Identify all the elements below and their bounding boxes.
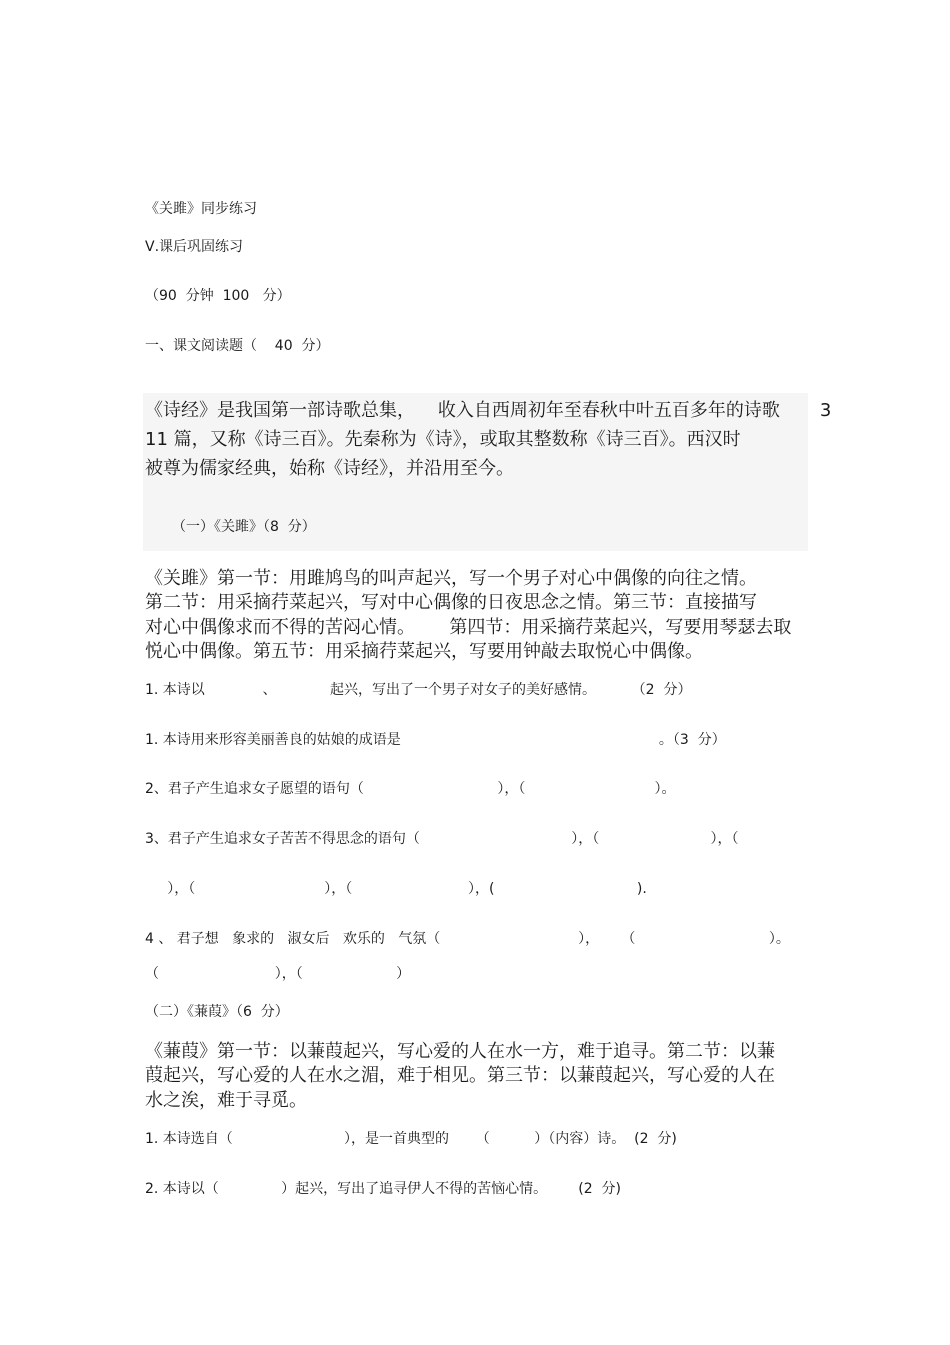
jianjia-summary-line-2: 葭起兴，写心爱的人在水之湄，难于相见。第三节：以蒹葭起兴，写心爱的人在 — [145, 1065, 775, 1086]
guanju-summary-line-1: 《关雎》第一节：用雎鸠鸟的叫声起兴，写一个男子对心中偶像的向往之情。 — [145, 568, 757, 589]
question-line: 2. 本诗以（ ）起兴，写出了追寻伊人不得的苦恼心情。 (2 分) — [145, 1181, 621, 1197]
intro-line-1: 《诗经》是我国第一部诗歌总集， 收入自西周初年至春秋中叶五百多年的诗歌 3 — [145, 400, 832, 421]
question-line: ），（ ），（ ），( ). — [145, 881, 647, 897]
guanju-summary-line-3: 对心中偶像求而不得的苦闷心情。 第四节：用采摘荇菜起兴，写要用琴瑟去取 — [145, 617, 792, 638]
document-title: 《关雎》同步练习 — [145, 201, 257, 217]
intro-line-3: 被尊为儒家经典，始称《诗经》，并沿用至今。 — [145, 458, 514, 479]
guanju-summary-line-2: 第二节：用采摘荇菜起兴，写对中心偶像的日夜思念之情。第三节：直接描写 — [145, 592, 757, 613]
question-line: 1. 本诗选自（ ），是一首典型的 （ ）（内容）诗。 (2 分) — [145, 1131, 677, 1147]
guanju-subheading: （一）《关雎》（8 分） — [172, 519, 316, 535]
intro-line-2: 11 篇，又称《诗三百》。先秦称为《诗》，或取其整数称《诗三百》。西汉时 — [145, 429, 741, 450]
question-line: （ ），（ ） — [145, 966, 411, 982]
time-score-note: （90 分钟 100 分） — [145, 288, 291, 304]
question-line: 2、君子产生追求女子愿望的语句（ ），（ ）。 — [145, 781, 676, 797]
part-one-heading: 一、课文阅读题（ 40 分） — [145, 338, 330, 354]
question-line: 3、君子产生追求女子苦苦不得思念的语句（ ），（ ），（ — [145, 831, 739, 847]
jianjia-summary-line-1: 《蒹葭》第一节：以蒹葭起兴，写心爱的人在水一方，难于追寻。第二节：以蒹 — [145, 1041, 775, 1062]
jianjia-summary-line-3: 水之涘，难于寻觅。 — [145, 1090, 307, 1111]
section-heading: Ⅴ.课后巩固练习 — [145, 239, 244, 255]
question-line: 1. 本诗以 、 起兴，写出了一个男子对女子的美好感情。 （2 分） — [145, 682, 692, 698]
jianjia-heading: （二）《蒹葭》（6 分） — [145, 1004, 289, 1020]
guanju-summary-line-4: 悦心中偶像。第五节：用采摘荇菜起兴，写要用钟敲去取悦心中偶像。 — [145, 641, 703, 662]
question-line: 4 、 君子想 象求的 淑女后 欢乐的 气氛（ ）， （ ）。 — [145, 931, 790, 947]
question-line: 1. 本诗用来形容美丽善良的姑娘的成语是 。（3 分） — [145, 732, 726, 748]
